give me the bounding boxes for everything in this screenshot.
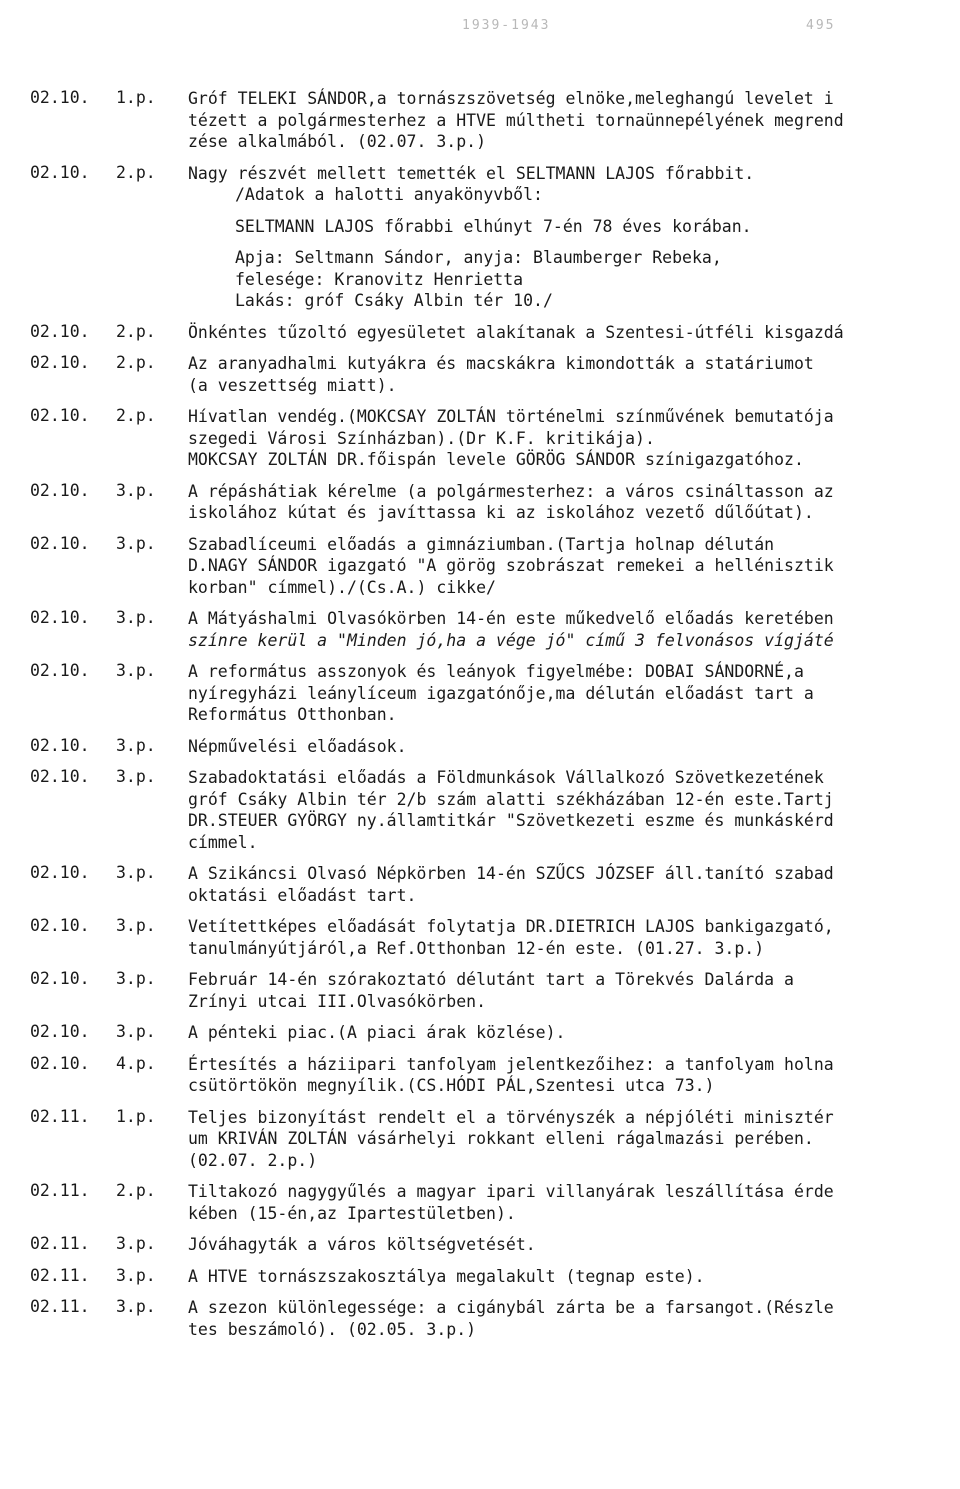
entry-text-line: Népművelési előadások.	[188, 736, 407, 756]
list-item	[30, 608, 960, 651]
entry-text-line: Értesítés a háziipari tanfolyam jelentkezőihez: a tanfolyam holna	[188, 1054, 834, 1074]
entry-text	[188, 661, 960, 726]
entry-text-line: A református asszonyok és leányok figyelmébe: DOBAI SÁNDORNÉ,a	[188, 662, 804, 681]
entry-page-ref: 3.p.	[116, 1265, 156, 1285]
entry-text-line: címmel.	[188, 832, 258, 852]
entry-text-line: iskolához kútat és javíttassa ki az iskolához vezető dűlőútat).	[188, 503, 814, 522]
entry-text	[188, 481, 960, 524]
list-item	[30, 88, 960, 153]
entry-date: 02.11.	[30, 1297, 90, 1316]
entry-date: 02.11.	[30, 1265, 90, 1285]
list-item	[30, 163, 960, 312]
entry-page-ref: 3.p.	[116, 480, 156, 500]
entry-text-line: Vetítettképes előadását folytatja DR.DIETRICH LAJOS bankigazgató,	[188, 917, 834, 936]
entry-text-line: Gróf TELEKI SÁNDOR,a tornászszövetség elnöke,meleghangú levelet i	[188, 89, 834, 108]
entry-date: 02.10.	[30, 969, 90, 988]
entry-text-line: Szabadlíceumi előadás a gimnáziumban.(Tartja holnap délután	[188, 534, 775, 554]
entry-date: 02.11.	[30, 1181, 90, 1200]
entry-text-line: oktatási előadást tart.	[188, 885, 417, 905]
entry-text	[188, 1022, 960, 1044]
entry-text	[188, 736, 960, 758]
entry-list	[30, 88, 960, 1350]
entry-text-line: A répáshátiak kérelme (a polgármesterhez: a város csináltasson az	[188, 481, 834, 501]
entry-date: 02.10.	[30, 533, 90, 553]
entry-page-ref: 3.p.	[116, 1022, 156, 1041]
entry-text-line: A pénteki piac.(A piaci árak közlése).	[188, 1023, 566, 1042]
spacer	[188, 237, 960, 247]
entry-text	[188, 534, 960, 599]
list-item	[30, 736, 960, 758]
entry-text-line: Február 14-én szórakoztató délutánt tart a Törekvés Dalárda a	[188, 970, 794, 989]
entry-text	[188, 353, 960, 396]
entry-text-line: gróf Csáky Albin tér 2/b szám alatti székházában 12-én este.Tartj	[188, 789, 834, 809]
entry-text	[188, 1297, 960, 1340]
entry-text-line: tanulmányútjáról,a Ref.Otthonban 12-én este. (01.27. 3.p.)	[188, 938, 765, 958]
entry-page-ref: 2.p.	[116, 162, 156, 182]
entry-date: 02.10.	[30, 863, 90, 882]
entry-text	[188, 1181, 960, 1224]
entry-text-line: A Mátyáshalmi Olvasókörben 14-én este műkedvelő előadás keretében	[188, 609, 834, 628]
entry-date: 02.10.	[30, 406, 90, 425]
entry-detail-line: Apja: Seltmann Sándor, anyja: Blaumberger Rebeka,	[235, 248, 722, 267]
entry-text-line: (02.07. 2.p.)	[188, 1150, 318, 1170]
list-item	[30, 1266, 960, 1288]
entry-text-line: um KRIVÁN ZOLTÁN vásárhelyi rokkant elleni rágalmazási perében.	[188, 1129, 814, 1148]
entry-text-line: Hívatlan vendég.(MOKCSAY ZOLTÁN történelmi színművének bemutatója	[188, 407, 834, 426]
entry-page-ref: 2.p.	[116, 406, 156, 425]
entry-page-ref: 1.p.	[116, 88, 156, 107]
entry-text-line: nyíregyházi leánylíceum igazgatónője,ma délután előadást tart a	[188, 683, 814, 703]
entry-text-line: MOKCSAY ZOLTÁN DR.főispán levele GÖRÖG SÁNDOR színigazgatóhoz.	[188, 450, 804, 469]
entry-text	[188, 916, 960, 959]
entry-page-ref: 4.p.	[116, 1053, 156, 1073]
entry-page-ref: 3.p.	[116, 1297, 156, 1316]
entry-text	[188, 1054, 960, 1097]
entry-date: 02.10.	[30, 162, 90, 182]
entry-text-line: (a veszettség miatt).	[188, 375, 397, 395]
entry-text-line: DR.STEUER GYÖRGY ny.államtitkár "Szövetkezeti eszme és munkáskérd	[188, 811, 834, 830]
entry-text-line: Önkéntes tűzoltó egyesületet alakítanak a Szentesi-útféli kisgazdá	[188, 322, 844, 342]
entry-text-line: korban" címmel)./(Cs.A.) cikke/	[188, 577, 496, 597]
list-item	[30, 661, 960, 726]
entry-text-line: csütörtökön megnyílik.(CS.HÓDI PÁL,Szentesi utca 73.)	[188, 1076, 715, 1095]
entry-page-ref: 3.p.	[116, 1234, 156, 1253]
spacer	[188, 206, 960, 216]
list-item	[30, 406, 960, 471]
page-header	[0, 18, 960, 42]
entry-page-ref: 3.p.	[116, 735, 156, 755]
list-item	[30, 1107, 960, 1172]
entry-date: 02.11.	[30, 1234, 90, 1253]
entry-text-line: D.NAGY SÁNDOR igazgató "A görög szobrászat remekei a hellénisztik	[188, 556, 834, 575]
entry-text	[188, 608, 960, 651]
entry-detail-line: SELTMANN LAJOS főrabbi elhúnyt 7-én 78 éves korában.	[235, 216, 752, 236]
list-item	[30, 322, 960, 344]
list-item	[30, 1297, 960, 1340]
entry-text	[188, 406, 960, 471]
entry-page-ref: 1.p.	[116, 1106, 156, 1126]
entry-text-line: szegedi Városi Színházban).(Dr K.F. kritikája).	[188, 428, 655, 448]
entry-text	[188, 163, 960, 312]
entry-date: 02.10.	[30, 480, 90, 500]
entry-page-ref: 2.p.	[116, 353, 156, 372]
entry-date: 02.11.	[30, 1106, 90, 1126]
entry-date: 02.10.	[30, 735, 90, 755]
entry-date: 02.10.	[30, 916, 90, 935]
entry-date: 02.10.	[30, 661, 90, 680]
entry-page-ref: 3.p.	[116, 969, 156, 988]
entry-text-line: Tiltakozó nagygyűlés a magyar ipari villanyárak leszállítása érde	[188, 1182, 834, 1201]
list-item	[30, 1054, 960, 1097]
list-item	[30, 863, 960, 906]
header-left-text: 1939-1943	[462, 18, 551, 33]
entry-text	[188, 1266, 960, 1288]
entry-detail-line: /Adatok a halotti anyakönyvből:	[235, 185, 543, 204]
entry-text	[188, 863, 960, 906]
entry-text-line: tézett a polgármesterhez a HTVE múltheti tornaünnepélyének megrend	[188, 110, 844, 130]
entry-detail-line: felesége: Kranovitz Henrietta	[235, 269, 524, 289]
entry-text-line: Nagy részvét mellett temették el SELTMANN LAJOS főrabbit.	[188, 163, 755, 183]
entry-text-line: Jóváhagyták a város költségvetését.	[188, 1235, 536, 1254]
entry-date: 02.10.	[30, 321, 90, 341]
entry-page-ref: 3.p.	[116, 916, 156, 935]
list-item	[30, 969, 960, 1012]
entry-text	[188, 322, 960, 344]
entry-date: 02.10.	[30, 767, 90, 786]
entry-page-ref: 3.p.	[116, 863, 156, 882]
list-item	[30, 481, 960, 524]
entry-text-line: színre kerül a "Minden jó,ha a vége jó" című 3 felvonásos vígjáté	[188, 630, 834, 650]
entry-detail-line: Lakás: gróf Csáky Albin tér 10./	[235, 291, 553, 310]
entry-text	[188, 88, 960, 153]
entry-date: 02.10.	[30, 1053, 90, 1073]
entry-text	[188, 1234, 960, 1256]
entry-page-ref: 2.p.	[116, 321, 156, 341]
entry-page-ref: 2.p.	[116, 1181, 156, 1200]
entry-text-line: Szabadoktatási előadás a Földmunkások Vállalkozó Szövetkezetének	[188, 768, 824, 787]
entry-text	[188, 969, 960, 1012]
list-item	[30, 353, 960, 396]
entry-text-line: A Szikáncsi Olvasó Népkörben 14-én SZŰCS JÓZSEF áll.tanító szabad	[188, 864, 834, 883]
entry-text-line: kében (15-én,az Ipartestületben).	[188, 1203, 516, 1223]
entry-text	[188, 1107, 960, 1172]
entry-text-line: Az aranyadhalmi kutyákra és macskákra kimondották a statáriumot	[188, 354, 814, 373]
list-item	[30, 1181, 960, 1224]
list-item	[30, 534, 960, 599]
entry-text	[188, 767, 960, 853]
list-item	[30, 767, 960, 853]
entry-text-line: Református Otthonban.	[188, 705, 397, 724]
header-right-text: 495	[806, 18, 836, 33]
entry-date: 02.10.	[30, 88, 90, 107]
entry-text-line: zése alkalmából. (02.07. 3.p.)	[188, 132, 487, 151]
entry-text-line: Teljes bizonyítást rendelt el a törvényszék a népjóléti minisztér	[188, 1107, 834, 1127]
entry-date: 02.10.	[30, 1022, 90, 1041]
list-item	[30, 1022, 960, 1044]
entry-page-ref: 3.p.	[116, 767, 156, 786]
entry-text-line: A szezon különlegessége: a cigánybál zárta be a farsangot.(Részle	[188, 1298, 834, 1317]
list-item	[30, 1234, 960, 1256]
entry-page-ref: 3.p.	[116, 661, 156, 680]
entry-text-line: A HTVE tornászszakosztálya megalakult (tegnap este).	[188, 1266, 705, 1286]
entry-page-ref: 3.p.	[116, 608, 156, 627]
entry-text-line: tes beszámoló). (02.05. 3.p.)	[188, 1319, 477, 1339]
list-item	[30, 916, 960, 959]
entry-date: 02.10.	[30, 353, 90, 372]
entry-page-ref: 3.p.	[116, 533, 156, 553]
entry-text-line: Zrínyi utcai III.Olvasókörben.	[188, 991, 487, 1011]
entry-date: 02.10.	[30, 608, 90, 627]
